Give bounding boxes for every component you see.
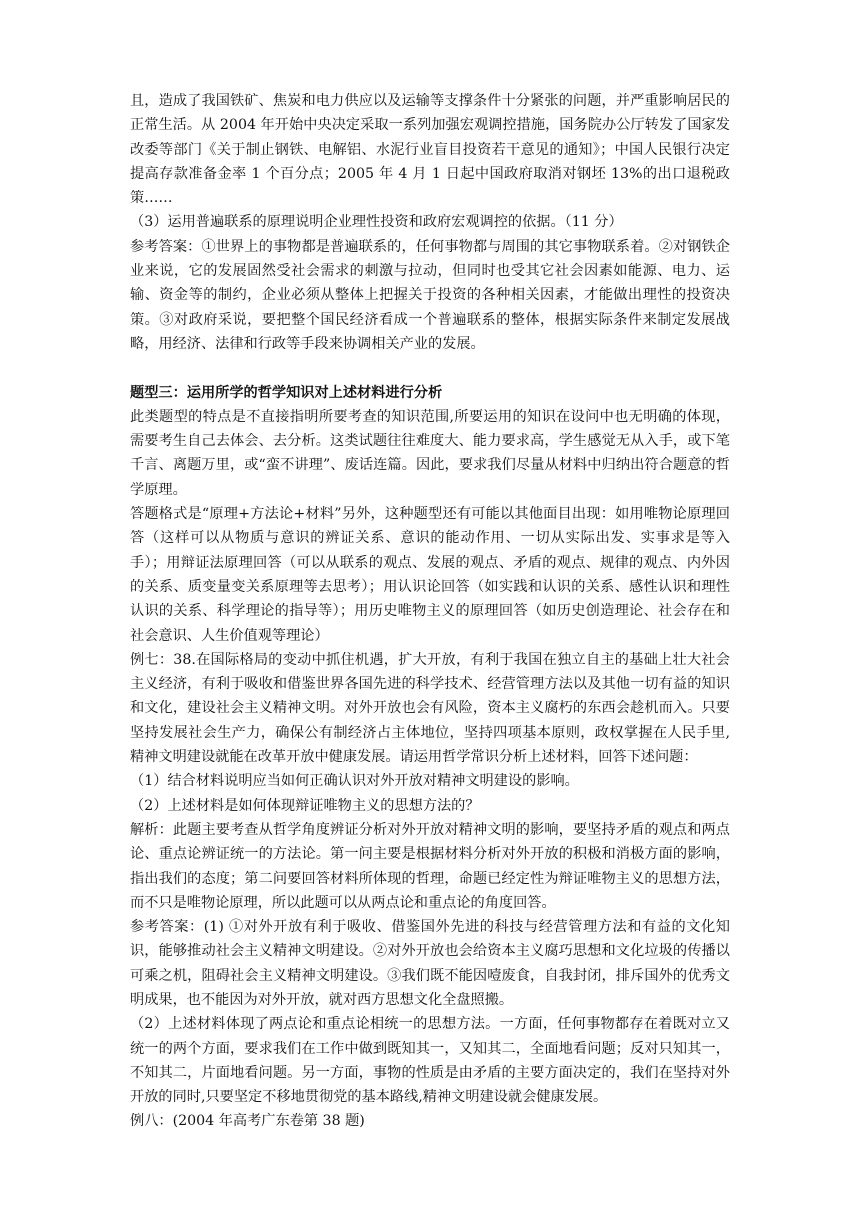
blank-line [130, 356, 730, 380]
material-continuation-paragraph: 且，造成了我国铁矿、焦炭和电力供应以及运输等支撑条件十分紧张的问题，并严重影响居民的正常生活。从 2004 年开始中央决定采取一系列加强宏观调控措施，国务院办公厅转发了国家发改委等部门《关于制止钢铁、电解铝、水泥行业盲目投资若干意见的通知》；中国人民银行决定提高存款准备金率 1 个百分点；2005 年 4 月 1 日起中国政府取消对钢坯 13%的出口退税政策…… [130, 93, 730, 207]
example-7-answer-1: 参考答案：(1) ①对外开放有利于吸收、借鉴国外先进的科技与经营管理方法和有益的文化知识，能够推动社会主义精神文明建设。②对外开放也会给资本主义腐巧思想和文化垃圾的传播以可乘之机，阻碍社会主义精神文明建设。③我们既不能因噎废食，自我封闭，排斥国外的优秀文明成果，也不能因为对外开放，就对西方思想文化全盘照搬。 [130, 919, 730, 1008]
question-3: （3）运用普遍联系的原理说明企业理性投资和政府宏观调控的依据。（11 分） [130, 214, 623, 231]
example-7-question-1: （1）结合材料说明应当如何正确认识对外开放对精神文明建设的影响。 [130, 773, 579, 790]
answer-format-paragraph: 答题格式是“原理+方法论+材料”另外，这种题型还有可能以其他面目出现：如用唯物论原理回答（这样可以从物质与意识的辨证关系、意识的能动作用、一切从实际出发、实事求是等入手）；用辩证法原理回答（可以从联系的观点、发展的观点、矛盾的观点、规律的观点、内外因的关系、质变量变关系原理等去思考）；用认识论回答（如实践和认识的关系、感性认识和理性认识的关系、科学理论的指导等）；用历史唯物主义的原理回答（如历史创造理论、社会存在和社会意识、人生价值观等理论） [130, 506, 730, 644]
example-7-analysis: 解析：此题主要考查从哲学角度辨证分析对外开放对精神文明的影响，要坚持矛盾的观点和两点论、重点论辨证统一的方法论。第一问主要是根据材料分析对外开放的积极和消极方面的影响，指出我们的态度；第二问要回答材料所体现的哲理，命题已经定性为辩证唯物主义的思想方法，而不只是唯物论原理，所以此题可以从两点论和重点论的角度回答。 [130, 821, 730, 911]
answer-3: 参考答案：①世界上的事物都是普遍联系的，任何事物都与周围的其它事物联系着。②对钢铁企业来说，它的发展固然受社会需求的刺激与拉动，但同时也受其它社会因素如能源、电力、运输、资金等的制约，企业必须从整体上把握关于投资的各种相关因素，才能做出理性的投资决策。③对政府采说，要把整个国民经济看成一个普遍联系的整体，根据实际条件来制定发展战略，用经济、法律和行政等手段来协调相关产业的发展。 [130, 238, 730, 352]
type-3-description: 此类题型的特点是不直接指明所要考查的知识范围,所要运用的知识在设问中也无明确的体现，需要考生自己去体会、去分析。这类试题往往难度大、能力要求高，学生感觉无从入手，或下笔千言、离题万里，或“蛮不讲理”、废话连篇。因此，要求我们尽量从材料中归纳出符合题意的哲学原理。 [130, 408, 730, 498]
example-7-answer-2: （2）上述材料体现了两点论和重点论相统一的思想方法。一方面，任何事物都存在着既对立又统一的两个方面，要求我们在工作中做到既知其一，又知其二，全面地看问题；反对只知其一，不知其二，片面地看问题。另一方面，事物的性质是由矛盾的主要方面决定的，我们在坚持对外开放的同时,只要坚定不移地贯彻党的基本路线,精神文明建设就会健康发展。 [130, 1016, 730, 1106]
example-7-question-2: （2）上述材料是如何体现辩证唯物主义的思想方法的？ [130, 797, 480, 814]
section-heading-type-3: 题型三：运用所学的哲学知识对上述材料进行分析 [130, 384, 443, 401]
document-body [130, 89, 730, 1134]
example-8-title: 例八：(2004 年高考广东卷第 38 题) [130, 1113, 365, 1130]
example-7-material: 例七：38.在国际格局的变动中抓住机遇，扩大开放，有利于我国在独立自主的基础上壮大社会主义经济，有利于吸收和借鉴世界各国先进的科学技术、经营管理方法以及其他一切有益的知识和文化，建设社会主义精神文明。对外开放也会有风险，资本主义腐朽的东西会趁机而入。只要坚持发展社会生产力，确保公有制经济占主体地位，坚持四项基本原则，政权掌握在人民手里,精神文明建设就能在改革开放中健康发展。请运用哲学常识分析上述材料，回答下述问题： [130, 651, 730, 766]
